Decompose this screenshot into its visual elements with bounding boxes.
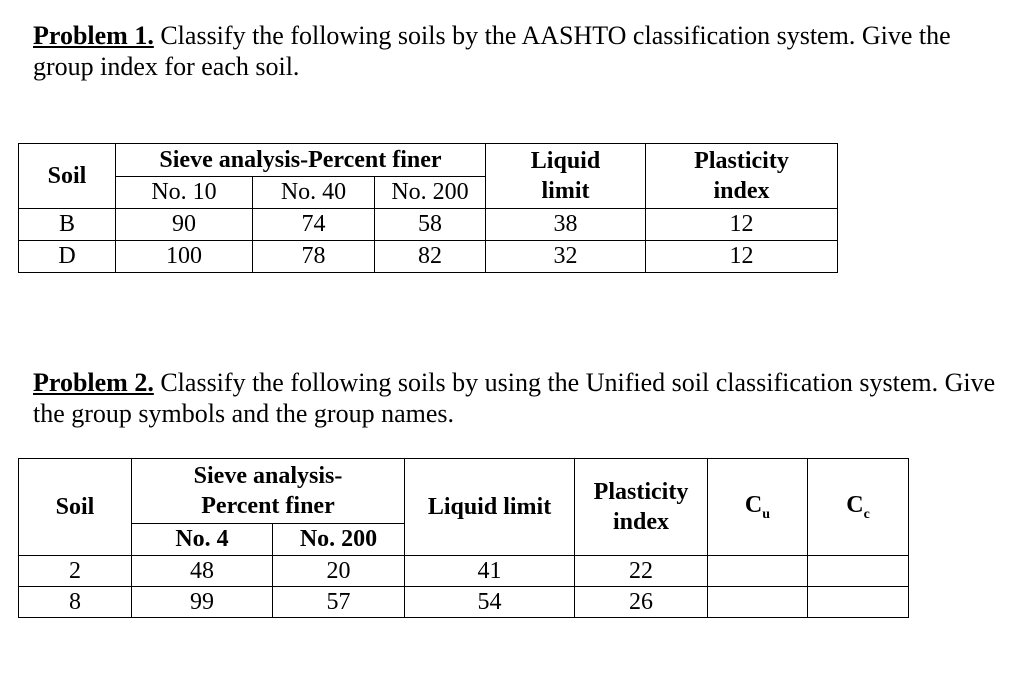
sieve-analysis-header: Sieve analysis-Percent finer [116, 144, 486, 177]
no200-cell: 82 [375, 241, 486, 273]
unified-soil-table [18, 458, 909, 618]
liquid-limit-cell: 38 [486, 209, 646, 241]
plasticity-index-header: Plasticity index [575, 459, 708, 556]
soil-header: Soil [19, 144, 116, 209]
no4-cell: 99 [132, 587, 273, 618]
soil-cell: 8 [19, 587, 132, 618]
problem-2-label: Problem 2. [33, 368, 154, 397]
sieve-col-no40: No. 40 [253, 177, 375, 209]
no40-cell: 74 [253, 209, 375, 241]
sieve-col-no200: No. 200 [273, 524, 405, 556]
sieve-col-no200: No. 200 [375, 177, 486, 209]
liquid-limit-cell: 32 [486, 241, 646, 273]
plasticity-index-cell: 26 [575, 587, 708, 618]
aashto-soil-table [18, 143, 838, 273]
no200-cell: 20 [273, 556, 405, 587]
problem-1-label: Problem 1. [33, 21, 154, 50]
plasticity-index-cell: 12 [646, 241, 838, 273]
cu-cell [708, 587, 808, 618]
no40-cell: 78 [253, 241, 375, 273]
sieve-col-no4: No. 4 [132, 524, 273, 556]
table-row [19, 587, 909, 618]
sieve-analysis-header: Sieve analysis- Percent finer [132, 459, 405, 524]
no10-cell: 90 [116, 209, 253, 241]
sieve-col-no10: No. 10 [116, 177, 253, 209]
problem-2-text: Classify the following soils by using the Unified soil classification system. Give the group symbols and the group names. [33, 368, 996, 428]
plasticity-index-cell: 12 [646, 209, 838, 241]
table-row [19, 241, 838, 273]
table-row [19, 209, 838, 241]
no200-cell: 57 [273, 587, 405, 618]
cc-header: $C_c$ [808, 459, 909, 556]
no10-cell: 100 [116, 241, 253, 273]
problem-1-text: Classify the following soils by the AASHTO classification system. Give the group index for each soil. [33, 21, 951, 81]
cu-header: $C_u$ [708, 459, 808, 556]
problem-1-statement [33, 20, 1003, 82]
no200-cell: 58 [375, 209, 486, 241]
cu-cell [708, 556, 808, 587]
soil-header: Soil [19, 459, 132, 556]
no4-cell: 48 [132, 556, 273, 587]
liquid-limit-cell: 54 [405, 587, 575, 618]
liquid-limit-header: Liquid limit [405, 459, 575, 556]
liquid-limit-cell: 41 [405, 556, 575, 587]
soil-cell: D [19, 241, 116, 273]
plasticity-index-cell: 22 [575, 556, 708, 587]
soil-cell: 2 [19, 556, 132, 587]
cc-cell [808, 556, 909, 587]
table-row [19, 556, 909, 587]
soil-cell: B [19, 209, 116, 241]
plasticity-index-header: Plasticity index [646, 144, 838, 209]
cc-cell [808, 587, 909, 618]
problem-2-statement [33, 367, 1003, 429]
liquid-limit-header: Liquid limit [486, 144, 646, 209]
